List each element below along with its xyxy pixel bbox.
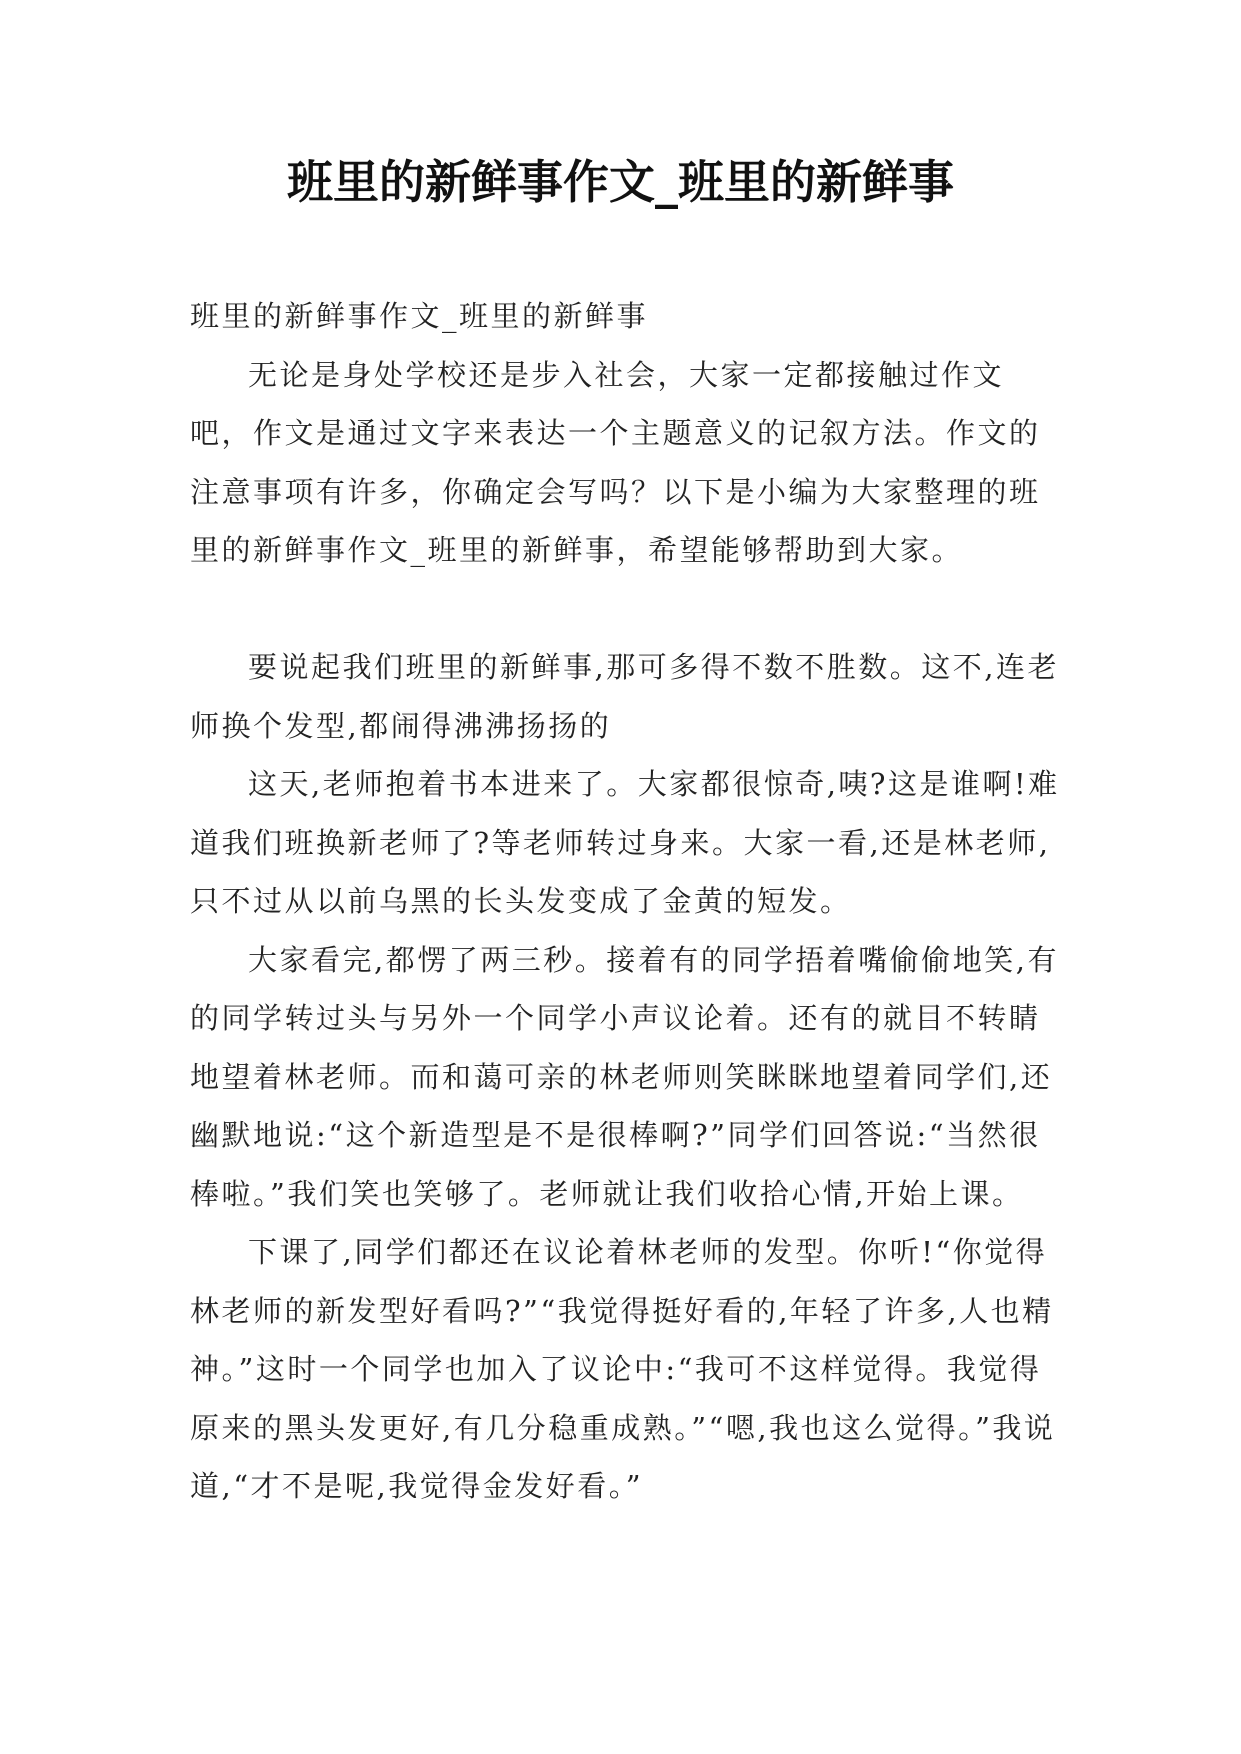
document-subtitle: 班里的新鲜事作文_班里的新鲜事 <box>190 299 649 333</box>
body-paragraph: 要说起我们班里的新鲜事,那可多得不数不胜数。这不,连老师换个发型,都闹得沸沸扬扬的 <box>190 650 1059 743</box>
intro-paragraph: 无论是身处学校还是步入社会，大家一定都接触过作文吧，作文是通过文字来表达一个主题意义的记叙方法。作文的注意事项有许多，你确定会写吗？以下是小编为大家整理的班里的新鲜事作文_班里的新鲜事，希望能够帮助到大家。 <box>190 357 1041 567</box>
body-paragraph: 这天,老师抱着书本进来了。大家都很惊奇,咦?这是谁啊!难道我们班换新老师了?等老师转过身来。大家一看,还是林老师,只不过从以前乌黑的长头发变成了金黄的短发。 <box>190 767 1060 918</box>
body-paragraph: 下课了,同学们都还在议论着林老师的发型。你听!“你觉得林老师的新发型好看吗?”“我觉得挺好看的,年轻了许多,人也精神。”这时一个同学也加入了议论中:“我可不这样觉得。我觉得原来的黑头发更好,有几分稳重成熟。”“嗯,我也这么觉得。”我说道,“才不是呢,我觉得金发好看。” <box>190 1235 1056 1503</box>
body-paragraph: 大家看完,都愣了两三秒。接着有的同学捂着嘴偷偷地笑,有的同学转过头与另外一个同学小声议论着。还有的就目不转睛地望着林老师。而和蔼可亲的林老师则笑眯眯地望着同学们,还幽默地说:“这个新造型是不是很棒啊?”同学们回答说:“当然很棒啦。”我们笑也笑够了。老师就让我们收拾心情,开始上课。 <box>190 942 1059 1211</box>
paragraph-spacer <box>190 580 1060 639</box>
document-title: 班里的新鲜事作文_班里的新鲜事 <box>287 155 954 209</box>
document-body <box>190 287 1060 1516</box>
